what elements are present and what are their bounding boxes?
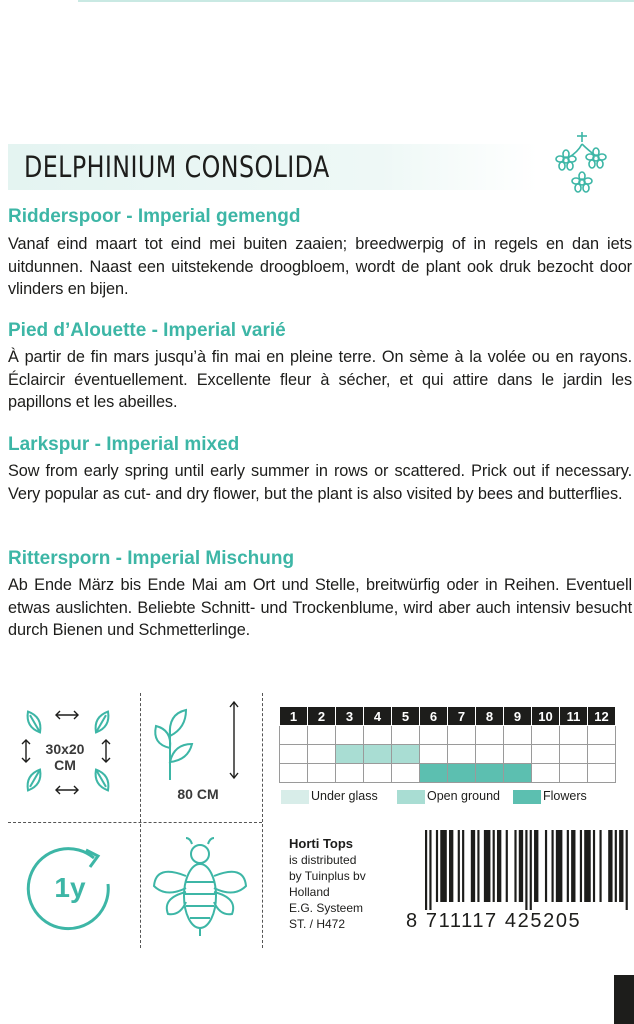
month-cell: 3 — [336, 707, 364, 726]
month-cell: 8 — [476, 707, 504, 726]
calendar-cell — [392, 764, 420, 783]
distributor-line: by Tuinplus bv — [289, 869, 366, 883]
barcode-bar — [519, 830, 523, 902]
calendar-cell — [532, 726, 560, 745]
barcode-number: 8 711117 425205 — [406, 910, 582, 932]
distributor-info — [289, 836, 366, 932]
barcode-bar — [615, 830, 617, 902]
barcode-bar — [593, 830, 595, 902]
brand-name: Horti Tops — [289, 836, 354, 851]
month-cell: 12 — [588, 707, 616, 726]
calendar-cell — [336, 726, 364, 745]
calendar-cell — [532, 745, 560, 764]
calendar-cell — [280, 745, 308, 764]
legend-swatch — [513, 790, 541, 804]
leaf-icon — [92, 709, 113, 735]
calendar-cell — [308, 745, 336, 764]
calendar-cell — [560, 745, 588, 764]
calendar-cell — [364, 726, 392, 745]
calendar-cell — [308, 764, 336, 783]
barcode-bar — [514, 830, 516, 902]
barcode — [425, 830, 630, 910]
barcode-bar — [530, 830, 532, 910]
calendar-cell — [420, 764, 448, 783]
barcode-bar — [493, 830, 495, 902]
barcode-bar — [458, 830, 460, 902]
calendar-cell — [476, 764, 504, 783]
calendar-cell — [308, 726, 336, 745]
calendar-cell — [476, 726, 504, 745]
calendar-row-flowers — [280, 764, 616, 783]
legend-swatch — [397, 790, 425, 804]
distributor-line: is distributed — [289, 853, 357, 867]
height-label: 80 CM — [177, 786, 219, 802]
barcode-bar — [534, 830, 538, 902]
calendar-cell — [392, 745, 420, 764]
barcode-bar — [556, 830, 563, 902]
calendar-cell — [532, 764, 560, 783]
calendar-cell — [504, 745, 532, 764]
section-body-fr: À partir de fin mars jusqu’à fin mai en pleine terre. On sème à la volée ou en rayons. Éclaircir éventuellement. Excellente fleur à sécher, et qui attire dans le jardin les papillons et les abeilles. — [8, 348, 632, 411]
calendar-cell — [448, 726, 476, 745]
distributor-line: E.G. Systeem — [289, 901, 364, 915]
calendar-header-row — [280, 707, 616, 726]
month-cell: 11 — [560, 707, 588, 726]
barcode-bar — [580, 830, 582, 902]
legend-under-glass: Under glass — [281, 789, 378, 804]
section-body-nl: Vanaf eind maart tot eind mei buiten zaaien; breedwerpig of in regels en dan iets uitdunnen. Naast een uitstekende droogbloem, wordt de plant ook druk bezocht door vlinders en bijen. — [8, 235, 632, 298]
calendar-cell — [588, 726, 616, 745]
edge-mark — [614, 975, 634, 1024]
barcode-bar — [525, 830, 527, 910]
month-cell: 1 — [280, 707, 308, 726]
calendar-cell — [588, 764, 616, 783]
calendar-cell — [280, 726, 308, 745]
divider-horizontal — [8, 822, 262, 823]
month-cell: 2 — [308, 707, 336, 726]
section-body-de: Ab Ende März bis Ende Mai am Ort und Stelle, breitwürfig oder in Reihen. Eventuell etwas auslichten. Beliebte Schnitt- und Trockenblume, wird aber auch intensiv besucht durch Bienen und Schmetterlinge. — [8, 576, 632, 639]
section-title-nl: Ridderspoor - Imperial gemengd — [8, 206, 301, 227]
section-body-en: Sow from early spring until early summer in rows or scattered. Prick out if necessary. Very popular as cut- and dry flower, but the plant is also visited by bees and butterflies. — [8, 462, 632, 503]
leaf-icon — [24, 709, 45, 735]
barcode-bar — [436, 830, 438, 902]
barcode-bar — [551, 830, 553, 902]
legend-open-ground: Open ground — [397, 789, 500, 804]
calendar-cell — [560, 726, 588, 745]
barcode-bar — [571, 830, 575, 902]
divider-vertical-2 — [262, 693, 263, 948]
calendar-cell — [392, 726, 420, 745]
calendar-row-under-glass — [280, 726, 616, 745]
barcode-bar — [477, 830, 479, 902]
section-title-fr: Pied d’Alouette - Imperial varié — [8, 320, 286, 341]
month-cell: 9 — [504, 707, 532, 726]
calendar-cell — [560, 764, 588, 783]
calendar-cell — [364, 745, 392, 764]
barcode-bar — [584, 830, 591, 902]
barcode-bar — [497, 830, 501, 902]
legend-flowers: Flowers — [513, 789, 587, 804]
section-title-en: Larkspur - Imperial mixed — [8, 434, 240, 455]
month-cell: 7 — [448, 707, 476, 726]
barcode-bar — [440, 830, 447, 902]
month-cell: 6 — [420, 707, 448, 726]
spacing-label-bottom: CM — [54, 757, 76, 773]
calendar-cell — [504, 726, 532, 745]
product-title: DELPHINIUM CONSOLIDA — [24, 150, 330, 184]
month-cell: 4 — [364, 707, 392, 726]
top-divider — [78, 0, 634, 2]
barcode-bar — [425, 830, 427, 910]
bee-icon — [146, 836, 256, 944]
calendar-cell — [280, 764, 308, 783]
barcode-bar — [626, 830, 628, 910]
calendar-cell — [448, 745, 476, 764]
barcode-bar — [449, 830, 453, 902]
calendar-cell — [504, 764, 532, 783]
calendar-cell — [420, 745, 448, 764]
divider-vertical-1 — [140, 693, 141, 948]
calendar-cell — [476, 745, 504, 764]
plant-height-icon — [150, 698, 255, 784]
flower-cluster-icon — [548, 130, 616, 200]
barcode-bar — [462, 830, 464, 902]
barcode-bar — [567, 830, 569, 902]
distributor-line: Holland — [289, 885, 330, 899]
calendar-cell — [336, 764, 364, 783]
barcode-bar — [429, 830, 431, 910]
calendar-cell — [420, 726, 448, 745]
barcode-bar — [608, 830, 612, 902]
spacing-label-top: 30x20 — [45, 741, 85, 757]
barcode-bar — [506, 830, 508, 902]
calendar-cell — [364, 764, 392, 783]
lifecycle-label: 1y — [54, 872, 86, 903]
calendar-cell — [336, 745, 364, 764]
barcode-bar — [619, 830, 623, 902]
legend-swatch — [281, 790, 309, 804]
sowing-calendar — [279, 706, 616, 783]
calendar-cell — [448, 764, 476, 783]
barcode-bar — [599, 830, 601, 902]
barcode-bar — [545, 830, 547, 902]
section-title-de: Rittersporn - Imperial Mischung — [8, 548, 295, 569]
barcode-bar — [471, 830, 475, 902]
calendar-row-open-ground — [280, 745, 616, 764]
month-cell: 10 — [532, 707, 560, 726]
calendar-cell — [588, 745, 616, 764]
barcode-bar — [484, 830, 491, 902]
month-cell: 5 — [392, 707, 420, 726]
distributor-line: ST. / H472 — [289, 917, 346, 931]
